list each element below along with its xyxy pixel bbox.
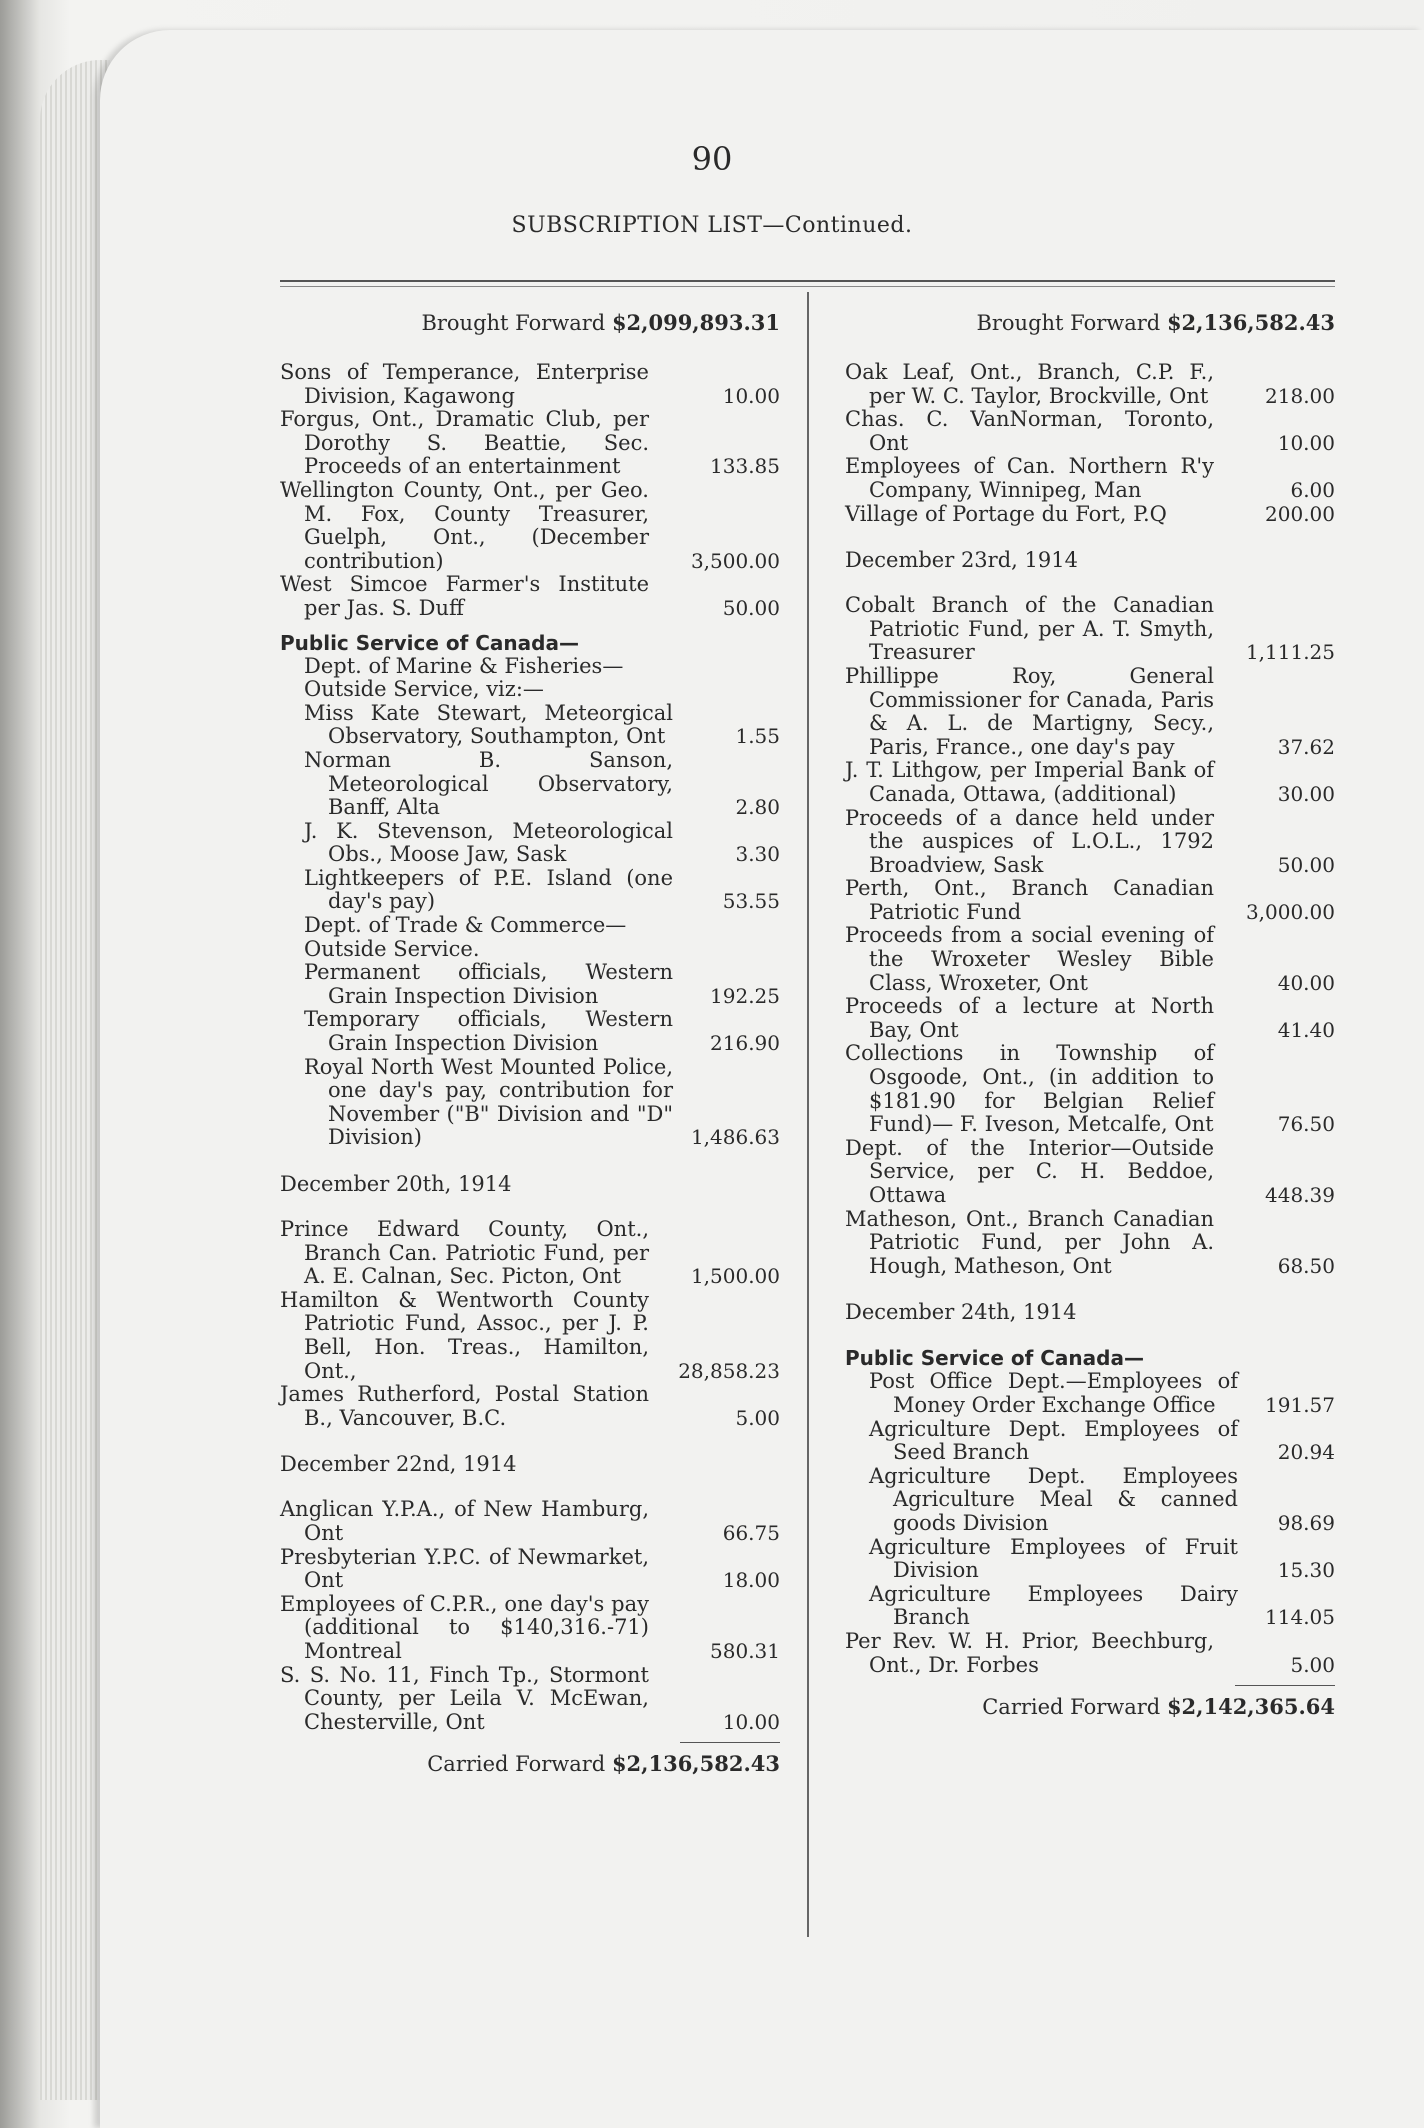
subscription-entry: [845, 807, 1335, 878]
entry-description: Agriculture Dept. Employees Agriculture Meal & canned goods Division: [869, 1463, 1238, 1535]
subscription-entry: [280, 702, 780, 749]
entry-amount: 1,500.00: [690, 1264, 780, 1289]
entry-amount: 41.40: [1277, 1017, 1335, 1042]
subscription-entry: [280, 820, 780, 867]
subscription-entry: [280, 1498, 780, 1545]
subscription-entry: [845, 455, 1335, 502]
entry-amount: 200.00: [1265, 501, 1335, 526]
subscription-entry: [280, 867, 780, 914]
entry-description: Sons of Temperance, Enterprise Division, Kagawong: [280, 360, 649, 408]
entry-amount: 28,858.23: [678, 1358, 780, 1383]
entry-amount: 18.00: [722, 1568, 780, 1593]
total-rule: [1235, 1685, 1335, 1686]
subscription-entry: [280, 361, 780, 408]
subscription-entry: [280, 408, 780, 479]
entry-amount: 76.50: [1277, 1112, 1335, 1137]
entry-amount: 6.00: [1290, 477, 1335, 502]
subscription-entry: [280, 1593, 780, 1664]
subscription-entry: [845, 924, 1335, 995]
entry-description: Royal North West Mounted Police, one day's pay, contribution for November ("B" Division and "D" Division): [304, 1054, 673, 1150]
subscription-entry: [845, 1465, 1335, 1536]
entry-amount: 5.00: [735, 1405, 780, 1430]
date-heading: December 23rd, 1914: [845, 548, 1078, 573]
entry-amount: 218.00: [1265, 383, 1335, 408]
subscription-entry: [845, 1137, 1335, 1208]
entry-amount: 5.00: [1290, 1652, 1335, 1677]
entry-description: Agriculture Dept. Employees of Seed Branch: [869, 1416, 1238, 1465]
entry-description: Forgus, Ont., Dramatic Club, per Dorothy S. Beattie, Sec. Proceeds of an entertainment: [280, 407, 649, 479]
entry-description: Per Rev. W. H. Prior, Beechburg, Ont., Dr. Forbes: [845, 1628, 1214, 1677]
subscription-entry: [280, 1546, 780, 1593]
carried-forward: [845, 1694, 1335, 1719]
entry-amount: 191.57: [1265, 1392, 1335, 1417]
subscription-entry: [280, 1664, 780, 1735]
brought-forward: [845, 310, 1335, 335]
page-heading: SUBSCRIPTION LIST—Continued.: [511, 213, 913, 238]
entry-description: Miss Kate Stewart, Meteorgical Observatory, Southampton, Ont: [304, 700, 673, 749]
entry-description: Agriculture Employees of Fruit Division: [869, 1534, 1238, 1583]
subscription-entry: [845, 1630, 1335, 1677]
subscription-entry: [280, 749, 780, 820]
subscription-entry: [280, 1383, 780, 1430]
entry-amount: 192.25: [710, 983, 780, 1008]
entry-description: Proceeds from a social evening of the Wroxeter Wesley Bible Class, Wroxeter, Ont: [845, 923, 1214, 995]
entry-description: Perth, Ont., Branch Canadian Patriotic Fund: [845, 876, 1214, 924]
date-heading: December 20th, 1914: [280, 1172, 512, 1196]
subscription-entry: [845, 1370, 1335, 1417]
entry-description: Hamilton & Wentworth County Patriotic Fund, Assoc., per J. P. Bell, Hon. Treas., Hamilton, Ont.,: [280, 1287, 649, 1383]
entry-description: J. T. Lithgow, per Imperial Bank of Canada, Ottawa, (additional): [845, 758, 1214, 806]
header-rule: [280, 280, 1335, 287]
entry-description: Permanent officials, Western Grain Inspection Division: [304, 960, 673, 1008]
subscription-entry: [280, 1218, 780, 1289]
subscription-entry: [280, 655, 780, 679]
subscription-entry: [845, 361, 1335, 408]
entry-amount: 3.30: [735, 842, 780, 867]
subscription-entry: [280, 1056, 780, 1150]
subscription-entry: [845, 1583, 1335, 1630]
brought-forward-amount: $2,136,582.43: [1166, 310, 1335, 335]
entry-amount: 114.05: [1265, 1605, 1335, 1630]
entry-amount: 20.94: [1277, 1440, 1335, 1465]
carried-forward-label: Carried Forward: [427, 1752, 606, 1777]
entry-amount: 10.00: [722, 1709, 780, 1734]
entry-description: Wellington County, Ont., per Geo. M. Fox, County Treasurer, Guelph, Ont., (December contribution): [280, 477, 649, 573]
carried-forward-amount: $2,136,582.43: [611, 1751, 780, 1777]
entry-amount: 580.31: [710, 1638, 780, 1663]
subscription-entry: [280, 479, 780, 573]
entry-description: J. K. Stevenson, Meteorological Obs., Moose Jaw, Sask: [304, 818, 673, 867]
entry-description: Dept. of Marine & Fisheries—: [304, 653, 624, 678]
entry-description: S. S. No. 11, Finch Tp., Stormont County, per Leila V. McEwan, Chesterville, Ont: [280, 1662, 649, 1734]
entry-description: Village of Portage du Fort, P.Q: [845, 501, 1167, 526]
subscription-entry: [845, 995, 1335, 1042]
right-entries: [845, 361, 1335, 1677]
entry-amount: 133.85: [710, 454, 780, 479]
date-heading: December 24th, 1914: [845, 1300, 1077, 1325]
subscription-entry: [280, 573, 780, 620]
carried-forward-label: Carried Forward: [982, 1695, 1161, 1720]
entry-amount: 2.80: [735, 795, 780, 820]
entry-description: Norman B. Sanson, Meteorological Observatory, Banff, Alta: [304, 747, 673, 820]
subscription-entry: [845, 408, 1335, 455]
entry-description: West Simcoe Farmer's Institute per Jas. S. Duff: [280, 572, 649, 620]
section-heading: Public Service of Canada—: [280, 630, 579, 655]
entry-amount: 50.00: [722, 595, 780, 620]
subscription-entry: [280, 914, 780, 938]
entry-amount: 37.62: [1277, 734, 1335, 759]
subscription-entry: [845, 503, 1335, 527]
subscription-entry: [845, 665, 1335, 759]
carried-forward: [280, 1751, 780, 1776]
subscription-entry: [280, 961, 780, 1008]
carried-forward-amount: $2,142,365.64: [1166, 1694, 1335, 1720]
entry-description: Outside Service, viz:—: [304, 677, 544, 702]
brought-forward-label: Brought Forward: [421, 311, 606, 335]
subscription-entry: [280, 678, 780, 702]
entry-description: Phillippe Roy, General Commissioner for Canada, Paris & A. L. de Martigny, Secy., Paris, France., one day's pay: [845, 663, 1214, 759]
entry-description: James Rutherford, Postal Station B., Vancouver, B.C.: [280, 1382, 649, 1430]
subscription-entry: [845, 1208, 1335, 1279]
entry-amount: 66.75: [722, 1520, 780, 1545]
subscription-entry: [280, 938, 780, 962]
entry-description: Employees of C.P.R., one day's pay (additional to $140,316.-71) Montreal: [280, 1591, 649, 1663]
entry-amount: 3,500.00: [690, 548, 780, 573]
section-heading: Public Service of Canada—: [845, 1346, 1144, 1371]
subscription-entry: [845, 877, 1335, 924]
brought-forward-label: Brought Forward: [976, 311, 1161, 335]
subscription-entry: [845, 1042, 1335, 1136]
entry-description: Proceeds of a dance held under the auspices of L.O.L., 1792 Broadview, Sask: [845, 805, 1214, 877]
subscription-entry: [280, 1289, 780, 1383]
subscription-entry: [845, 594, 1335, 665]
brought-forward-amount: $2,099,893.31: [611, 310, 780, 335]
entry-amount: 53.55: [722, 889, 780, 914]
page-number: 90: [691, 140, 733, 178]
subscription-entry: [280, 1008, 780, 1055]
total-rule: [680, 1742, 780, 1743]
subscription-entry: [845, 1536, 1335, 1583]
entry-description: Proceeds of a lecture at North Bay, Ont: [845, 994, 1214, 1042]
entry-amount: 10.00: [722, 383, 780, 408]
left-entries: [280, 361, 780, 1734]
entry-amount: 40.00: [1277, 970, 1335, 995]
entry-amount: 1,111.25: [1245, 640, 1335, 665]
entry-description: Agriculture Employees Dairy Branch: [869, 1581, 1238, 1630]
entry-description: Lightkeepers of P.E. Island (one day's pay): [304, 865, 673, 914]
right-column: [845, 310, 1335, 1719]
entry-description: Matheson, Ont., Branch Canadian Patriotic Fund, per John A. Hough, Matheson, Ont: [845, 1206, 1214, 1278]
entry-amount: 1,486.63: [690, 1125, 780, 1150]
entry-description: Temporary officials, Western Grain Inspection Division: [304, 1007, 673, 1056]
left-column: [280, 310, 780, 1776]
subscription-entry: [845, 759, 1335, 806]
entry-amount: 216.90: [710, 1031, 780, 1056]
column-divider: [807, 292, 809, 1937]
entry-description: Prince Edward County, Ont., Branch Can. Patriotic Fund, per A. E. Calnan, Sec. Picton, Ont: [280, 1217, 649, 1289]
entry-description: Presbyterian Y.P.C. of Newmarket, Ont: [280, 1544, 649, 1593]
subscription-entry: [845, 1418, 1335, 1465]
entry-description: Oak Leaf, Ont., Branch, C.P. F., per W. C. Taylor, Brockville, Ont: [845, 360, 1214, 408]
brought-forward: [280, 310, 780, 335]
entry-amount: 10.00: [1277, 430, 1335, 455]
entry-description: Collections in Township of Osgoode, Ont., (in addition to $181.90 for Belgian Relief Fund)— F. Iveson, Metcalfe, Ont: [845, 1041, 1214, 1137]
entry-amount: 98.69: [1277, 1510, 1335, 1535]
entry-description: Anglican Y.P.A., of New Hamburg, Ont: [280, 1497, 649, 1545]
entry-description: Cobalt Branch of the Canadian Patriotic Fund, per A. T. Smyth, Treasurer: [845, 593, 1214, 665]
entry-description: Dept. of Trade & Commerce—: [304, 913, 627, 938]
entry-description: Post Office Dept.—Employees of Money Order Exchange Office: [869, 1369, 1238, 1417]
entry-description: Employees of Can. Northern R'y Company, Winnipeg, Man: [845, 454, 1214, 502]
entry-amount: 50.00: [1277, 852, 1335, 877]
entry-amount: 68.50: [1277, 1253, 1335, 1278]
entry-description: Outside Service.: [304, 936, 480, 961]
entry-amount: 30.00: [1277, 781, 1335, 806]
entry-amount: 3,000.00: [1245, 899, 1335, 924]
entry-description: Dept. of the Interior—Outside Service, per C. H. Beddoe, Ottawa: [845, 1135, 1214, 1207]
entry-amount: 15.30: [1277, 1558, 1335, 1583]
entry-amount: 448.39: [1265, 1183, 1335, 1207]
entry-amount: 1.55: [735, 724, 780, 749]
entry-description: Chas. C. VanNorman, Toronto, Ont: [845, 407, 1214, 455]
date-heading: December 22nd, 1914: [280, 1452, 517, 1477]
